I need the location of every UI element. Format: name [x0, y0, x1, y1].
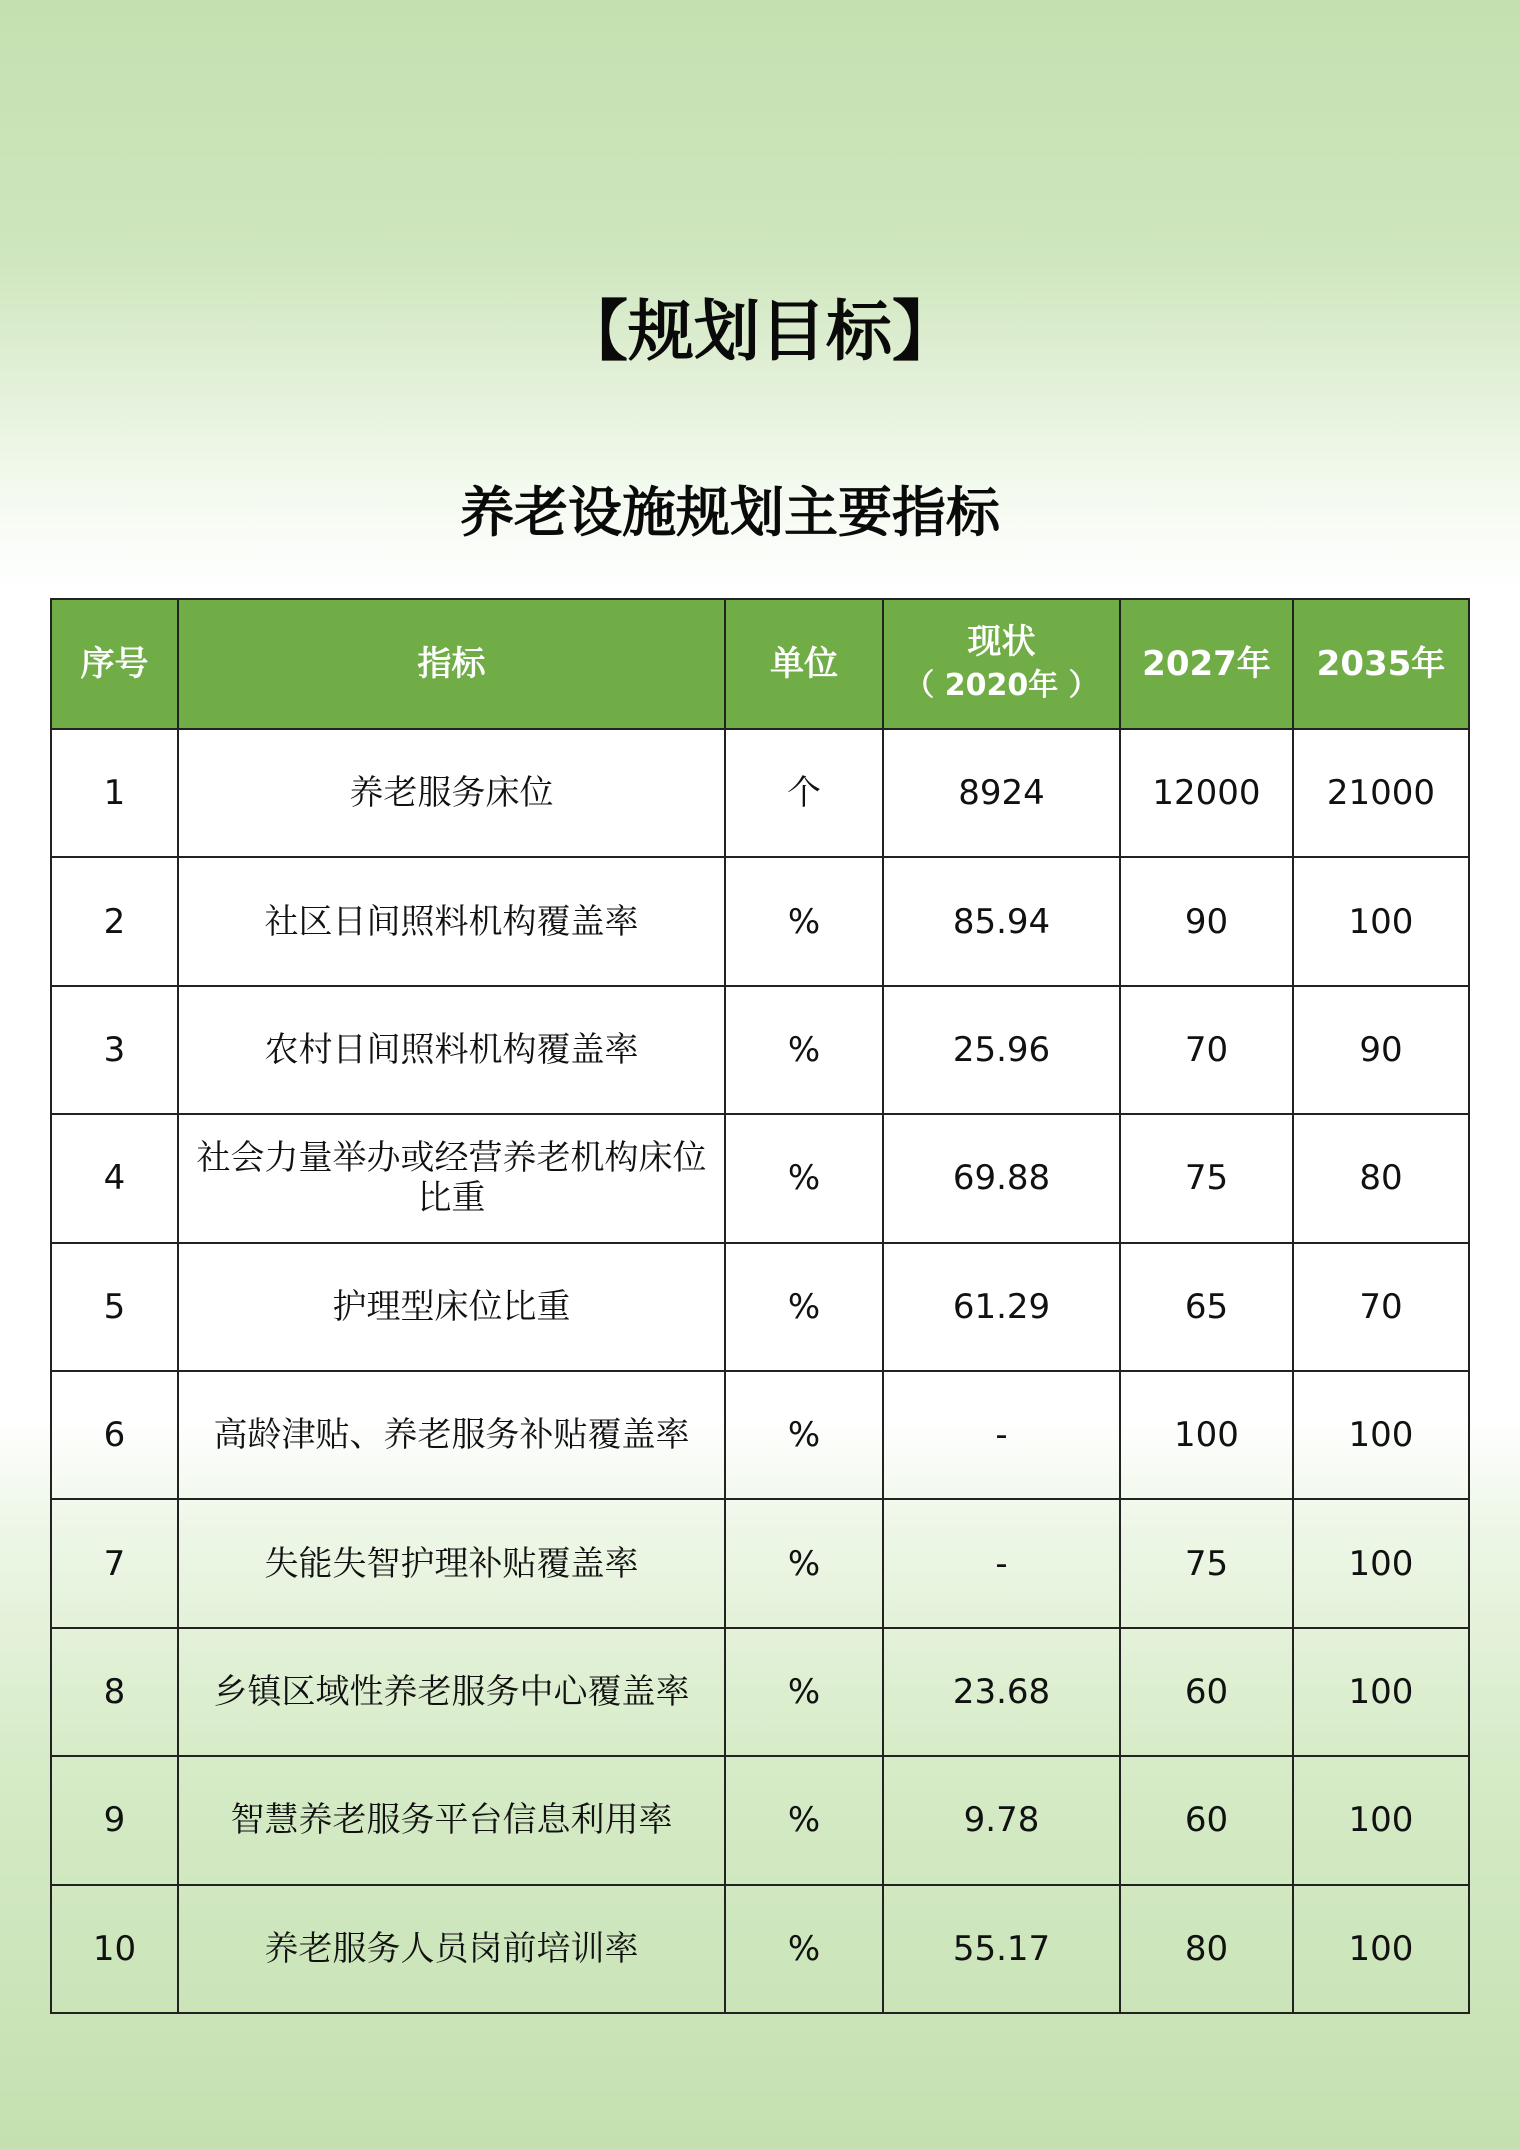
cell-2035: 100: [1293, 1756, 1469, 1884]
table-row: [51, 857, 1469, 985]
cell-unit: 个: [725, 729, 883, 857]
cell-2035: 90: [1293, 986, 1469, 1114]
cell-2035: 100: [1293, 857, 1469, 985]
table-row: [51, 1243, 1469, 1371]
cell-2035: 100: [1293, 1371, 1469, 1499]
cell-unit: %: [725, 1628, 883, 1756]
cell-indicator: 社区日间照料机构覆盖率: [178, 857, 725, 985]
cell-2035: 21000: [1293, 729, 1469, 857]
table-row: [51, 1628, 1469, 1756]
cell-2035: 100: [1293, 1628, 1469, 1756]
cell-indicator: 护理型床位比重: [178, 1243, 725, 1371]
cell-unit: %: [725, 1114, 883, 1242]
cell-index: 2: [51, 857, 178, 985]
cell-indicator: 农村日间照料机构覆盖率: [178, 986, 725, 1114]
table-row: [51, 1114, 1469, 1242]
cell-current: 9.78: [883, 1756, 1120, 1884]
cell-2035: 80: [1293, 1114, 1469, 1242]
cell-2035: 100: [1293, 1885, 1469, 2013]
cell-indicator: 养老服务床位: [178, 729, 725, 857]
cell-2027: 65: [1120, 1243, 1293, 1371]
cell-indicator: 高龄津贴、养老服务补贴覆盖率: [178, 1371, 725, 1499]
cell-unit: %: [725, 1243, 883, 1371]
indicators-table: [50, 598, 1470, 2014]
page-title: 【规划目标】: [562, 293, 958, 370]
cell-index: 9: [51, 1756, 178, 1884]
cell-unit: %: [725, 986, 883, 1114]
cell-indicator: 养老服务人员岗前培训率: [178, 1885, 725, 2013]
cell-current: -: [883, 1371, 1120, 1499]
cell-index: 5: [51, 1243, 178, 1371]
cell-2027: 90: [1120, 857, 1293, 985]
header-index: 序号: [51, 599, 178, 729]
table-body: [51, 729, 1469, 2013]
table-title: 养老设施规划主要指标: [460, 481, 1000, 544]
header-unit: 单位: [725, 599, 883, 729]
cell-2027: 60: [1120, 1756, 1293, 1884]
cell-index: 1: [51, 729, 178, 857]
cell-indicator: 智慧养老服务平台信息利用率: [178, 1756, 725, 1884]
cell-current: 61.29: [883, 1243, 1120, 1371]
header-current-label: 现状: [967, 622, 1036, 662]
cell-current: 25.96: [883, 986, 1120, 1114]
cell-indicator: 失能失智护理补贴覆盖率: [178, 1499, 725, 1627]
table-row: [51, 1885, 1469, 2013]
cell-index: 10: [51, 1885, 178, 2013]
table-row: [51, 1756, 1469, 1884]
cell-indicator: 乡镇区域性养老服务中心覆盖率: [178, 1628, 725, 1756]
cell-2035: 70: [1293, 1243, 1469, 1371]
cell-2027: 75: [1120, 1499, 1293, 1627]
table-row: [51, 729, 1469, 857]
cell-2035: 100: [1293, 1499, 1469, 1627]
cell-index: 3: [51, 986, 178, 1114]
cell-unit: %: [725, 1499, 883, 1627]
cell-current: 55.17: [883, 1885, 1120, 2013]
cell-2027: 80: [1120, 1885, 1293, 2013]
cell-index: 8: [51, 1628, 178, 1756]
cell-current: -: [883, 1499, 1120, 1627]
header-row: [51, 599, 1469, 729]
cell-index: 7: [51, 1499, 178, 1627]
cell-unit: %: [725, 1756, 883, 1884]
header-current-year: （ 2020年 ）: [904, 668, 1099, 703]
cell-current: 85.94: [883, 857, 1120, 985]
cell-indicator: 社会力量举办或经营养老机构床位比重: [178, 1114, 725, 1242]
table-row: [51, 1499, 1469, 1627]
table-header: [51, 599, 1469, 729]
cell-2027: 12000: [1120, 729, 1293, 857]
cell-index: 6: [51, 1371, 178, 1499]
header-2035: 2035年: [1293, 599, 1469, 729]
cell-2027: 75: [1120, 1114, 1293, 1242]
cell-index: 4: [51, 1114, 178, 1242]
header-2027: 2027年: [1120, 599, 1293, 729]
header-current: [883, 599, 1120, 729]
cell-unit: %: [725, 1885, 883, 2013]
table-row: [51, 1371, 1469, 1499]
cell-current: 8924: [883, 729, 1120, 857]
table-row: [51, 986, 1469, 1114]
cell-current: 69.88: [883, 1114, 1120, 1242]
cell-2027: 60: [1120, 1628, 1293, 1756]
cell-current: 23.68: [883, 1628, 1120, 1756]
cell-2027: 100: [1120, 1371, 1293, 1499]
cell-unit: %: [725, 857, 883, 985]
cell-unit: %: [725, 1371, 883, 1499]
cell-2027: 70: [1120, 986, 1293, 1114]
header-indicator: 指标: [178, 599, 725, 729]
